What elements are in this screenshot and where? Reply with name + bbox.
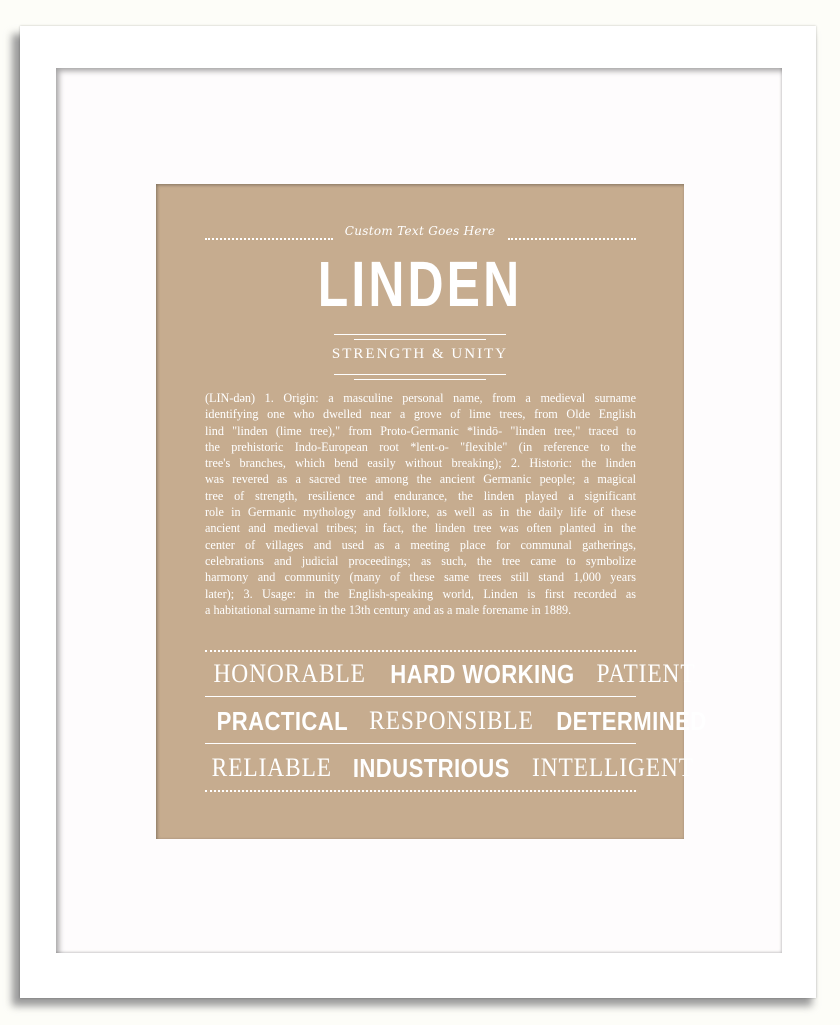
trait: DETERMINED bbox=[555, 706, 707, 736]
definition-text bbox=[205, 390, 636, 618]
definition-line: harmony and community (many of these same trees still stand 1,000 years bbox=[205, 570, 636, 585]
trait: RELIABLE bbox=[211, 753, 332, 782]
definition-line: center of villages and used as a meeting place for communal gatherings, bbox=[205, 537, 636, 552]
trait: PATIENT bbox=[596, 659, 696, 688]
definition-line: later); 3. Usage: in the English-speaking world, Linden is first recorded as bbox=[205, 586, 636, 601]
tagline-rule-bottom-short bbox=[354, 379, 486, 380]
name-title: LINDEN bbox=[317, 248, 523, 320]
definition-line: celebrations and judicial proceedings; as such, the tree came to symbolize bbox=[205, 553, 636, 568]
definition-line: tree of strength, resilience and endurance, the linden played a significant bbox=[205, 488, 636, 503]
trait: RESPONSIBLE bbox=[368, 706, 534, 735]
trait-row-2 bbox=[205, 701, 707, 741]
trait: INTELLIGENT bbox=[532, 753, 695, 782]
divider-dots-right bbox=[508, 238, 636, 240]
tagline: STRENGTH & UNITY bbox=[331, 346, 509, 362]
definition-line: identifying one who dwelled near a grove of lime trees, from Olde English bbox=[205, 407, 636, 422]
definition-line: ancient and medieval tribes; in fact, the linden tree was often planted in the bbox=[205, 521, 636, 536]
definition-line: the prehistoric Indo-European root *lent-o- "flexible" (in reference to the bbox=[205, 439, 636, 454]
definition-line: lind "linden (lime tree)," from Proto-Germanic *lindō- "linden tree," traced to bbox=[205, 423, 636, 438]
definition-line: tree's branches, which bend easily without breaking); 2. Historic: the linden bbox=[205, 456, 636, 471]
definition-line: a habitational surname in the 13th century and as a male forename in 1889. bbox=[205, 602, 572, 617]
tagline-rule-bottom bbox=[334, 374, 506, 375]
trait-row-3 bbox=[205, 748, 695, 788]
traits-dots-top bbox=[205, 650, 636, 652]
definition-line: (LIN-dən) 1. Origin: a masculine personal name, from a medieval surname bbox=[205, 391, 636, 405]
name-print bbox=[156, 184, 707, 839]
trait-row-1 bbox=[205, 654, 696, 694]
trait: HONORABLE bbox=[213, 659, 366, 688]
title-rule-top-short bbox=[354, 339, 486, 340]
title-rule-top bbox=[334, 334, 506, 335]
divider-dots-left bbox=[205, 238, 333, 240]
custom-text: Custom Text Goes Here bbox=[344, 224, 496, 238]
trait: INDUSTRIOUS bbox=[352, 753, 510, 783]
trait-rule bbox=[205, 743, 636, 744]
trait: PRACTICAL bbox=[216, 706, 349, 736]
traits-dots-bottom bbox=[205, 790, 636, 792]
definition-line: was revered as a sacred tree among the ancient Germanic people; a magical bbox=[205, 472, 636, 487]
trait: HARD WORKING bbox=[390, 659, 575, 689]
definition-line: role in Germanic mythology and folklore, as well as in the daily life of these bbox=[205, 505, 636, 520]
trait-rule bbox=[205, 696, 636, 697]
